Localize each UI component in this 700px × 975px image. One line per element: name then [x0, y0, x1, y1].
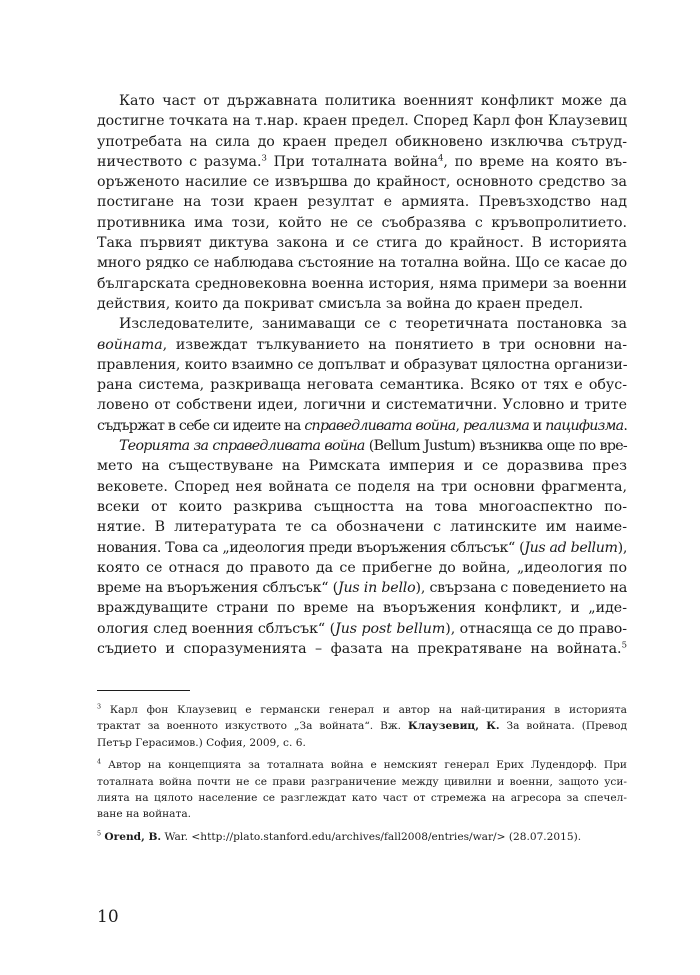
text-line: враждуващите страни по време на въоръжения конфликт, и „иде-: [97, 600, 627, 617]
footnote-line: Петър Герасимов.) София, 2009, с. 6.: [97, 736, 306, 749]
text-line: мето на съществуване на Римската империя и се доразвива през: [97, 458, 627, 475]
text-line: Теорията за справедливата война (Bellum Justum) възниква още по вре-: [119, 438, 627, 455]
footnote-line: трактат за военното изкуството „За войната“. Вж. Клаузевиц, К. За войната. (Превод: [97, 720, 627, 733]
text-line: Като част от държавната политика военният конфликт може да: [119, 93, 627, 109]
text-line: която се отнася до правото да се прибегне до война, „идеология по: [97, 559, 627, 576]
text-line: противника има този, който не се съобразява с кръвопролитието.: [97, 214, 627, 231]
text-line: време на въоръжения сблъсък“ (Jus in bello), свързана с поведението на: [97, 580, 628, 597]
footnotes: [97, 702, 627, 851]
text-line: правления, които взаимно се допълват и образуват цялостна организи-: [97, 356, 628, 373]
text-line: оръженото насилие се извършва до крайност, основното средство за: [97, 174, 627, 191]
text-line: съдържат в себе си идеите на справедливата война, реализма и пацифизма.: [97, 417, 628, 434]
footnote-5: [97, 829, 627, 845]
text-line: достигне точката на т.нар. краен предел. Според Карл фон Клаузевиц: [97, 113, 627, 130]
footnote-line: $^3$ Карл фон Клаузевиц е германски генерал и автор на най-цитирания в историята: [97, 703, 627, 716]
text-line: много рядко се наблюдава състояние на тотална война. Що се касае до: [97, 255, 627, 272]
footnote-line: лията на цялото население се разглеждат като част от стремежа на агресора за спечел-: [97, 791, 627, 804]
text-line: постигане на този краен резултат е армията. Превъзходство над: [97, 194, 627, 211]
text-line: всеки от които разкрива същността на това многоаспектно по-: [97, 498, 627, 515]
main-text: [97, 91, 627, 659]
footnote-4: [97, 757, 627, 823]
paragraph-3: [97, 436, 627, 659]
text-line: съдието и споразуменията – фазата на прекратяване на войната.$^5$: [97, 640, 627, 658]
footnote-line: тоталната война почти не се прави разграничение между цивилни и военни, защото уси-: [97, 775, 627, 788]
text-line: рана система, разкриваща неговата семантика. Всяко от тях е обус-: [97, 377, 627, 394]
footnote-line: ване на войната.: [97, 808, 192, 821]
text-line: ловено от собствени идеи, логични и систематични. Условно и трите: [97, 397, 627, 414]
text-line: нятие. В литературата те са обозначени с латинските им наиме-: [97, 519, 627, 536]
page-number: 10: [97, 907, 119, 927]
paragraph-2: [97, 314, 627, 436]
footnote-3: [97, 702, 627, 751]
footnote-line: $^5$ Orend, B. War. <http://plato.stanford.edu/archives/fall2008/entries/war/> (28.07.2015).: [97, 830, 582, 843]
text-line: Изследователите, занимаващи се с теоретичната постановка за: [119, 316, 627, 333]
text-line: българската средновековна военна история, няма примери за военни: [97, 275, 627, 292]
text-line: войната, извеждат тълкуванието на понятието в три основни на-: [97, 336, 627, 353]
footnote-line: $^4$ Автор на концепцията за тоталната война е немският генерал Ерих Лудендорф. При: [97, 758, 627, 772]
text-line: вековете. Според нея войната се поделя на три основни фрагмента,: [97, 478, 627, 495]
text-line: ология след военния сблъсък“ (Jus post bellum), отнасяща се до право-: [97, 620, 627, 637]
footnote-separator: [97, 690, 190, 691]
text-line: нования. Това са „идеология преди въоръжения сблъсък“ (Jus ad bellum),: [97, 539, 627, 556]
paragraph-1: [97, 91, 627, 314]
text-line: ничеството с разума.$^3$ При тоталната война$^4$, по време на която въ-: [97, 153, 628, 170]
text-line: Така първият диктува закона и се стига до крайност. В историята: [97, 235, 627, 252]
text-line: действия, които да покриват смисъла за война до краен предел.: [97, 295, 584, 312]
text-line: употребата на сила до краен предел обикновено изключва сътруд-: [97, 133, 627, 150]
